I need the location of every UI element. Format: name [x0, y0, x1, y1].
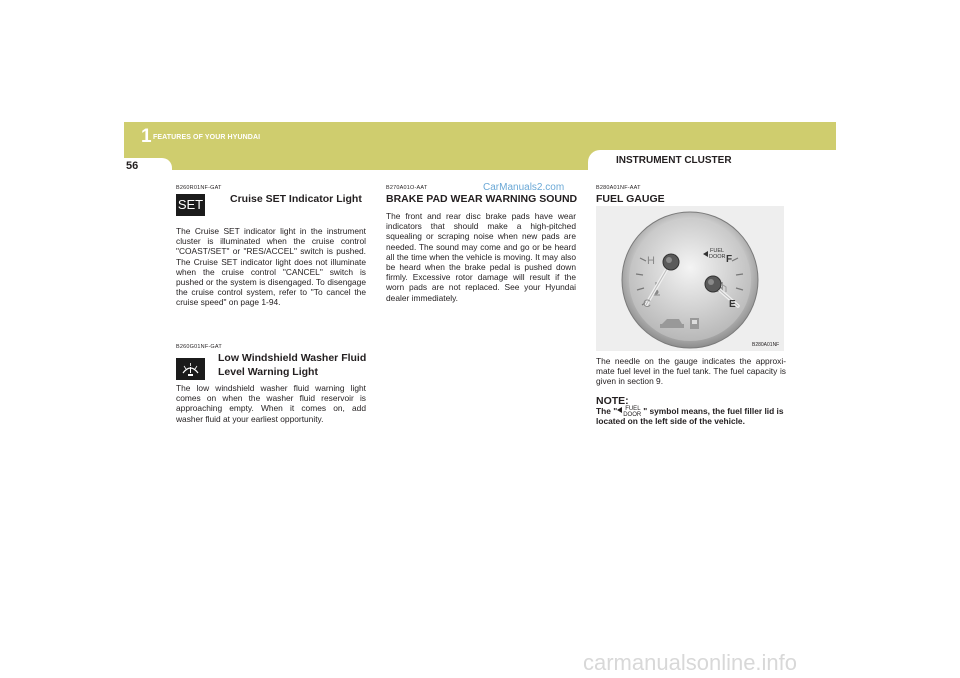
washer-heading-line2: Level Warning Light	[218, 366, 318, 378]
washer-fluid-icon	[176, 358, 205, 380]
inline-fuel-door-icon	[617, 406, 643, 416]
washer-heading-line1: Low Windshield Washer Fluid	[218, 352, 367, 364]
fuel-gauge-figure	[596, 206, 784, 351]
chapter-title: FEATURES OF YOUR HYUNDAI	[153, 134, 261, 141]
inline-door-word: DOOR	[623, 412, 642, 418]
brake-body: The front and rear disc brake pads have wear indicators that should make a high-pitched squealing or scraping noise when new pads are needed. The sound may come and go or be heard all the time when the vehicle is moving. It may also be heard when the brake pedal is pushed down firmly. Excessive rotor damage will result if the worn pads are not replaced. See your Hyundai dealer immediately.	[386, 211, 576, 303]
watermark-link[interactable]: CarManuals2.com	[483, 182, 565, 193]
page-number: 56	[124, 158, 172, 176]
section-tab	[588, 150, 836, 170]
fuel-code: B280A01NF-AAT	[596, 185, 641, 191]
cruise-heading: Cruise SET Indicator Light	[230, 193, 362, 205]
fuel-gauge-illustration	[596, 206, 784, 351]
watermark-footer: carmanualsonline.info	[583, 650, 798, 675]
fuel-door-word-1: FUEL	[710, 248, 725, 254]
note-title: NOTE:	[596, 395, 629, 407]
chapter-number: 1	[141, 126, 152, 147]
inline-fuel-word: FUEL	[625, 406, 641, 412]
note-suffix: " symbol means, the fuel filler lid is located on the left side of the vehicle.	[596, 406, 784, 427]
washer-code: B260G01NF-GAT	[176, 344, 222, 350]
gauge-letter-f: F	[726, 254, 733, 265]
cruise-code: B260R01NF-GAT	[176, 185, 222, 191]
fuel-door-word-2: DOOR	[709, 254, 726, 260]
cruise-body: The Cruise SET indicator light in the instrument cluster is illuminated when the cruise control "COAST/SET" or "RES/ACCEL" switch is pushed. The Cruise SET indicator light does not illuminate when the cruise control "CANCEL" switch is pushed or the system is disengaged. To disengage the cruise control system, refer to "To cancel the cruise speed" on page 1-94.	[176, 226, 366, 308]
set-indicator-icon	[176, 194, 205, 216]
fuel-heading: FUEL GAUGE	[596, 193, 665, 205]
brake-code: B270A01O-AAT	[386, 185, 428, 191]
brake-heading: BRAKE PAD WEAR WARNING SOUND	[386, 193, 578, 205]
figure-label: B280A01NF	[752, 342, 780, 348]
fuel-body: The needle on the gauge indicates the approxi-mate fuel level in the fuel tank. The fuel capacity is given in section 9.	[596, 356, 786, 387]
set-icon-text: SET	[177, 197, 204, 212]
washer-body: The low windshield washer fluid warning light comes on when the washer fluid reservoir is approaching empty. When it comes on, add washer fluid at your earliest opportunity.	[176, 383, 366, 424]
gauge-letter-h: H	[647, 255, 655, 267]
section-title: INSTRUMENT CLUSTER	[616, 155, 732, 166]
note-prefix: The "	[596, 406, 618, 416]
gauge-letter-e: E	[729, 299, 736, 310]
gauge-letter-c: C	[643, 298, 651, 310]
note-text	[596, 406, 786, 426]
fuel-can-icon	[690, 318, 699, 329]
